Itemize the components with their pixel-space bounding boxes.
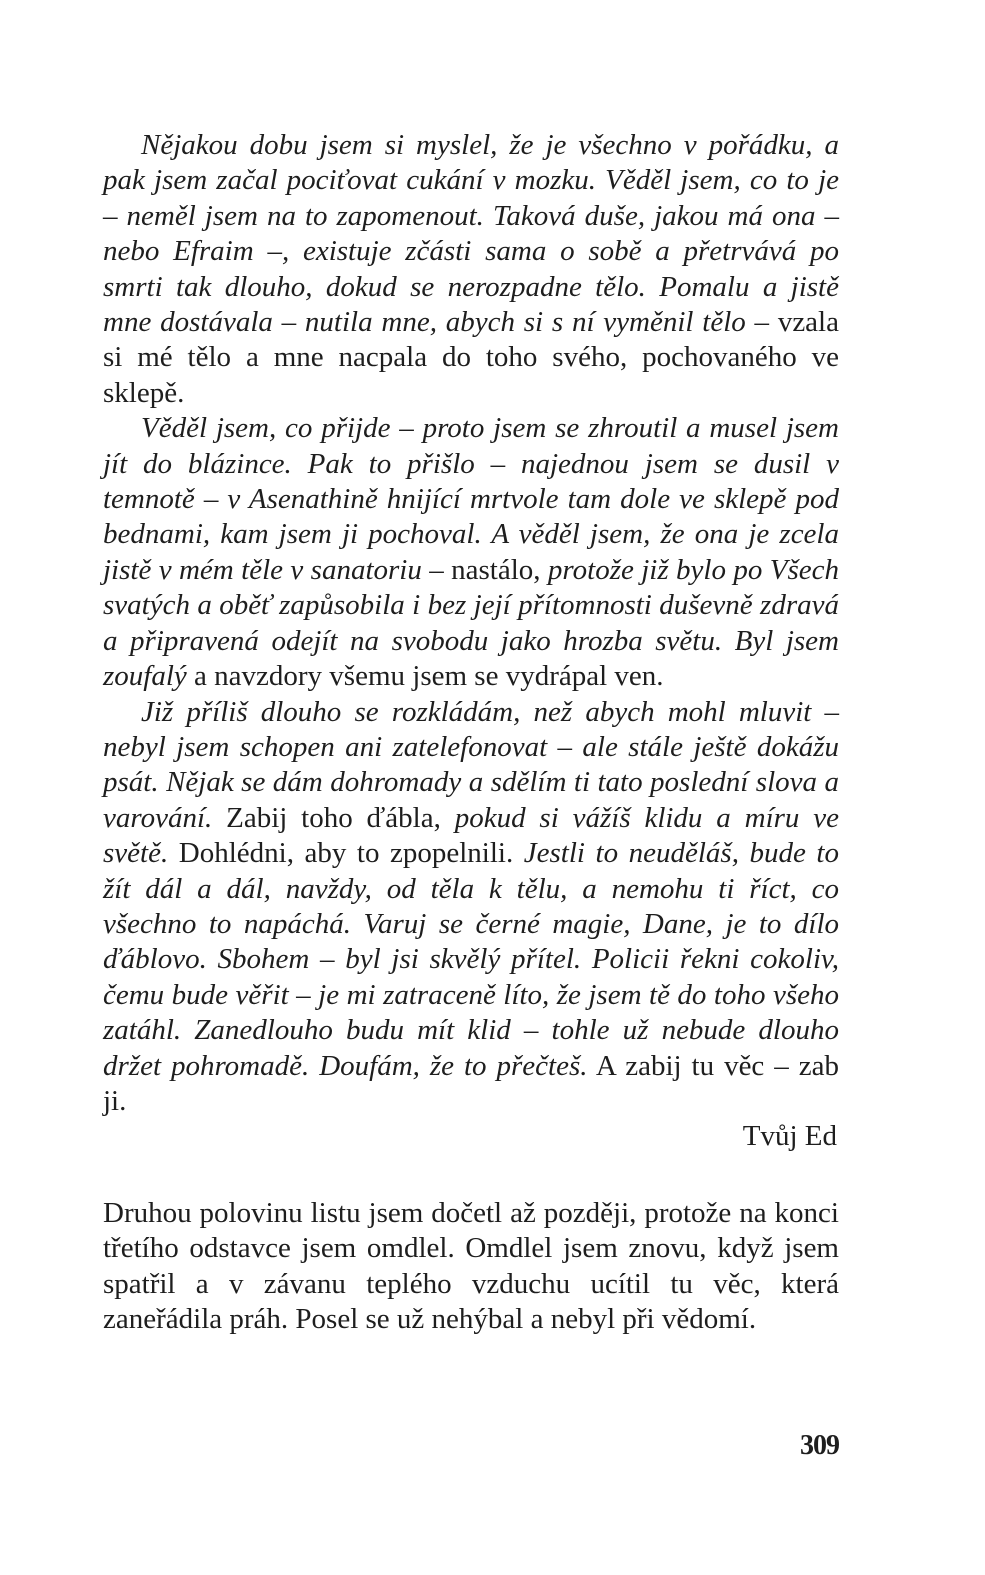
letter-text-run: nastálo, — [443, 553, 548, 586]
letter-text-run: Dohlédni, aby to zpopelnili. — [168, 837, 524, 870]
letter-paragraph — [103, 695, 839, 1120]
letter-text-run: A zabij tu věc – zab ji. — [103, 1049, 839, 1117]
letter-text-run: protože již bylo po Všech svatých a oběť zapůsobila i bez její přítomnosti duševně zdravá a připravená odejít na svobodu jako hrozba světu. Byl jsem zoufalý — [103, 553, 839, 693]
letter-text-run: Jestli to neuděláš, bude to žít dál a dál, navždy, od těla k tělu, a nemohu ti říct, co všechno to napáchá. Varuj se černé magie, Dane, je to dílo ďáblovo. Sbohem – byl jsi skvělý přítel. Policii řekni cokoliv, čemu bude věřit – je mi zatraceně líto, že jsem tě do toho všeho zatáhl. Zanedlouho budu mít klid – tohle už nebude dlouho držet pohromadě. Doufám, že to přečteš. — [103, 837, 839, 1082]
letter-text-run: Věděl jsem, co přijde – proto jsem se zhroutil a musel jsem jít do blázince. Pak to přišlo – najednou jsem se dusil v temnotě – v Asenathině hnijící mrtvole tam dole ve sklepě pod bednami, kam jsem ji pochoval. A věděl jsem, že ona je zcela jistě v mém těle v sanatoriu – — [103, 412, 839, 586]
narrative-paragraph: Druhou polovinu listu jsem dočetl až později, protože na konci třetího odstavce jsem omdlel. Omdlel jsem znovu, když jsem spatřil a v závanu teplého vzduchu ucítil tu věc, která zaneřádila práh. Posel se už nehýbal a nebyl při vědomí. — [103, 1197, 839, 1336]
page-number: 309 — [800, 1430, 839, 1461]
letter-text-run: Zabij toho ďábla, — [212, 801, 455, 834]
letter-paragraph — [103, 128, 839, 411]
narrative-text — [103, 1196, 839, 1338]
letter-paragraph — [103, 411, 839, 694]
letter-text — [103, 128, 839, 1155]
letter-signature: Tvůj Ed — [742, 1120, 837, 1153]
letter-text-run: a navzdory všemu jsem se vydrápal ven. — [186, 660, 664, 693]
letter-text-run: vzala si mé tělo a mne nacpala do toho svého, pochovaného ve sklepě. — [103, 306, 839, 409]
letter-text-run: pokud si vážíš klidu a míru ve světě. — [103, 801, 839, 870]
letter-text-run: Nějakou dobu jsem si myslel, že je všechno v pořádku, a pak jsem začal pociťovat cukání v mozku. Věděl jsem, co to je – neměl jsem na to zapomenout. Taková duše, jakou má ona – nebo Efraim –, existuje zčásti sama o sobě a přetrvává po smrti tak dlouho, dokud se nerozpadne tělo. Pomalu a jistě mne dostávala – nutila mne, abych si s ní vyměnil tělo – — [103, 129, 839, 339]
letter-text-run: Již příliš dlouho se rozkládám, než abych mohl mluvit – nebyl jsem schopen ani zatelefonovat – ale stále ještě dokážu psát. Nějak se dám dohromady a sdělím ti tato poslední slova a varování. — [103, 695, 839, 834]
